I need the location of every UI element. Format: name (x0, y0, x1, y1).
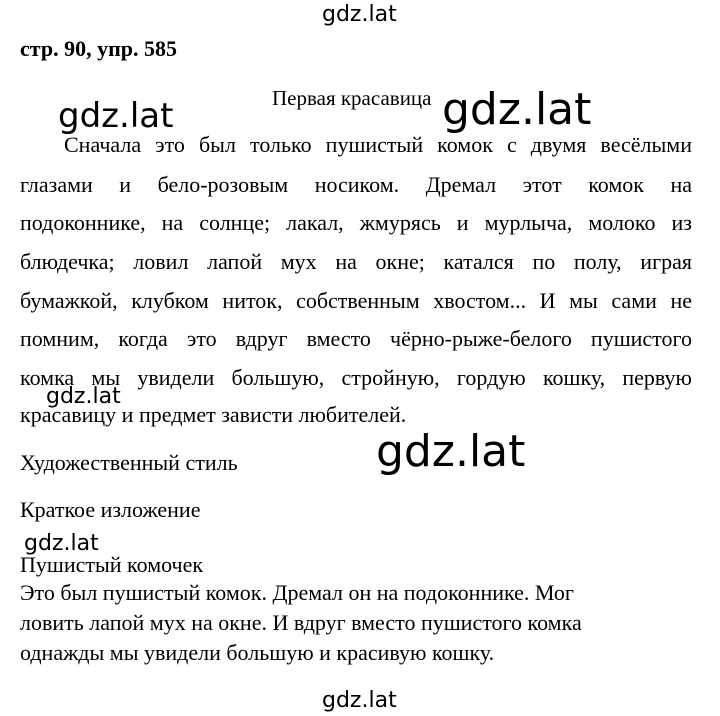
watermark-center: gdz.lat (376, 426, 526, 477)
watermark-left: gdz.lat (58, 96, 174, 136)
original-line: Сначала это был только пушистый комок с двумя весёлыми (64, 132, 692, 157)
summary-heading: Краткое изложение (20, 497, 201, 522)
page-header: стр. 90, упр. 585 (20, 36, 177, 61)
watermark-lower-left: gdz.lat (24, 531, 99, 556)
summary-line: ловить лапой мух на окне. И вдруг вместо пушистого комка (20, 610, 582, 635)
summary-line: однажды мы увидели большую и красивую кошку. (20, 640, 495, 665)
original-title: Первая красавица (272, 86, 432, 110)
original-line: помним, когда это вдруг вместо чёрно-рыже-белого пушистого (20, 326, 692, 351)
summary-title: Пушистый комочек (20, 552, 204, 577)
style-label: Художественный стиль (20, 450, 238, 475)
watermark-top: gdz.lat (322, 2, 397, 27)
original-line: глазами и бело-розовым носиком. Дремал этот комок на (20, 172, 692, 197)
watermark-right: gdz.lat (442, 84, 592, 135)
original-line: блюдечка; ловил лапой мух на окне; катался по полу, играя (20, 249, 692, 274)
original-line: комка мы увидели большую, стройную, гордую кошку, первую (20, 365, 692, 390)
original-paragraph (20, 132, 692, 432)
original-line: подоконнике, на солнце; лакал, жмурясь и мурлыча, молоко из (20, 210, 692, 235)
original-line: бумажкой, клубком ниток, собственным хвостом... И мы сами не (20, 288, 692, 313)
summary-line: Это был пушистый комок. Дремал он на подоконнике. Мог (20, 580, 574, 605)
watermark-mid-left: gdz.lat (46, 384, 121, 409)
watermark-bottom: gdz.lat (322, 688, 397, 713)
original-line: красавицу и предмет зависти любителей. (20, 402, 407, 427)
